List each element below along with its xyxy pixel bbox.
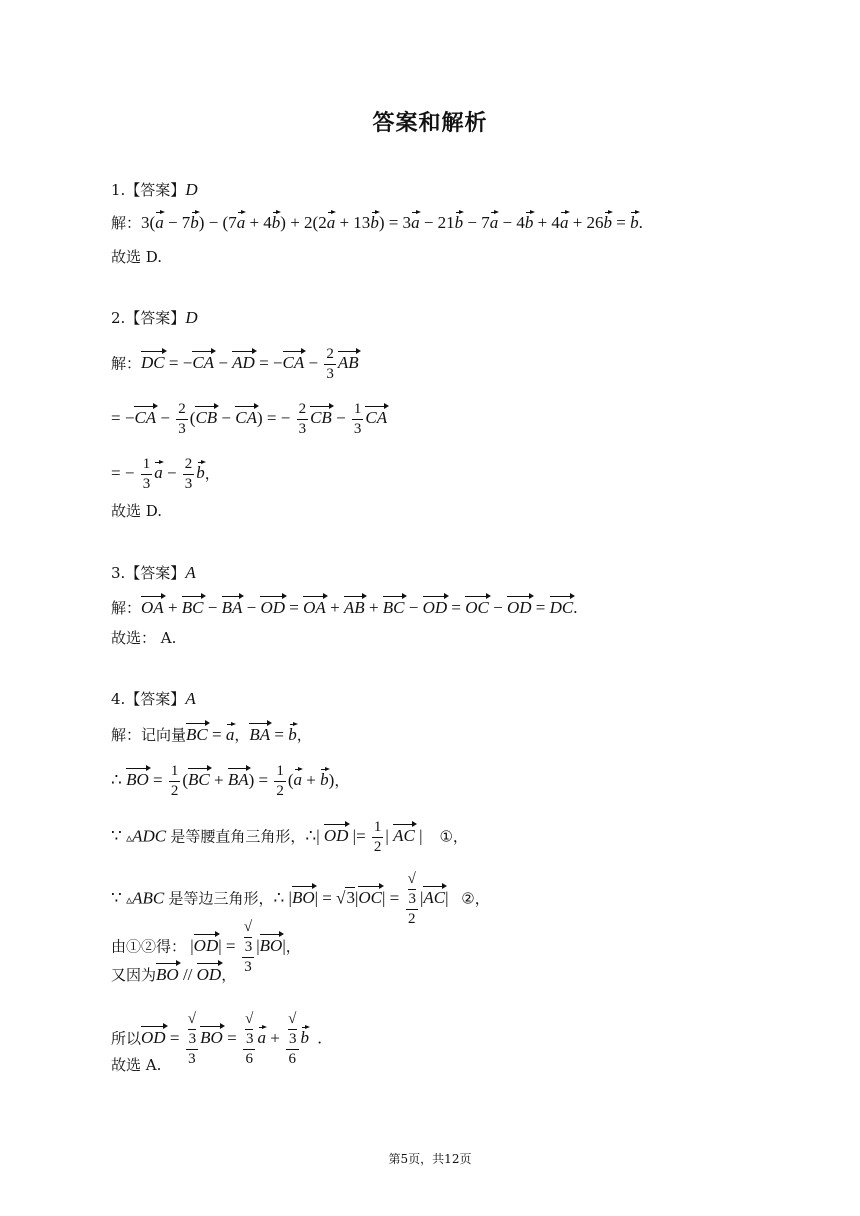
q3-header	[111, 563, 196, 583]
q4-line2: ∴ BO = $\frac{1}{2}$ (BC + BA) = $\frac{1}{2}$ (a + b)，	[111, 763, 350, 799]
q4-line7: 所以OD = √ 3 3 BO = √ 3 6 a + √ 3 6 b .	[111, 1011, 322, 1067]
q1-header	[111, 180, 198, 200]
q2-final: 故选 D.	[111, 502, 163, 520]
q1-jie: 解：	[111, 216, 142, 232]
page-footer: 第5页，共12页	[388, 1152, 472, 1166]
q1-head: 1.【答案】	[111, 181, 186, 199]
q4-l6a: 又因为	[111, 968, 157, 984]
q4-line3: ∵ ▵ADC 是等腰直角三角形，∴| OD |= $\frac{1}{2}$ | AC | ①，	[111, 819, 468, 855]
q2-jie: 解：	[111, 356, 142, 373]
q3-head: 3.【答案】	[111, 564, 186, 582]
q4-line1: 解：记向量BC = a，BA = b，	[111, 722, 312, 746]
q4-head: 4.【答案】	[111, 690, 186, 708]
page-title: 答案和解析	[372, 111, 488, 136]
q1-solution: 解：3(a − 7b) − (7a + 4b) + 2(2a + 13b) = 3a − 21b − 7a − 4b + 4a + 26b = b.	[111, 213, 643, 232]
q4-l3a: 是等腰直角三角形，	[170, 829, 306, 846]
q2-header	[111, 308, 198, 328]
q3-jie: 解：	[111, 601, 142, 617]
q4-l7a: 所以	[111, 1031, 142, 1048]
q2-line2: = −CA − $\frac{2}{3}$ (CB − CA) = − $\frac{2}{3}$ CB − $\frac{1}{3}$ CA	[111, 401, 388, 437]
q1-final: 故选 D.	[111, 248, 163, 266]
q1-answer: D	[185, 180, 198, 199]
q4-line6: 又因为BO // OD，	[111, 962, 236, 986]
q4-header	[111, 689, 196, 709]
q2-head: 2.【答案】	[111, 309, 186, 327]
q4-l1: 解：记向量	[111, 728, 187, 744]
q3-solution: 解：OA + BC − BA − OD = OA + AB + BC − OD = OC − OD = DC.	[111, 595, 578, 619]
q3-final: 故选： A.	[111, 629, 177, 647]
q2-line3: = − $\frac{1}{3}$ a − $\frac{2}{3}$ b，	[111, 456, 220, 492]
q2-answer: D	[185, 308, 198, 327]
q2-line1: 解：DC = −CA − AD = −CA − $\frac{2}{3}$ AB	[111, 346, 359, 382]
q4-l4a: 是等边三角形，	[168, 891, 274, 908]
q4-line5: 由①②得： |OD| = √ 3 3 |BO|，	[111, 919, 301, 975]
q4-line4: ∵ ▵ABC 是等边三角形，∴ |BO| = √3|OC| = √ 3 2 |AC| ②，	[111, 871, 490, 927]
q3-answer: A	[185, 563, 196, 582]
q4-final: 故选 A.	[111, 1056, 162, 1074]
q4-answer: A	[185, 689, 196, 708]
q4-l5a: 由①②得：	[111, 939, 187, 956]
